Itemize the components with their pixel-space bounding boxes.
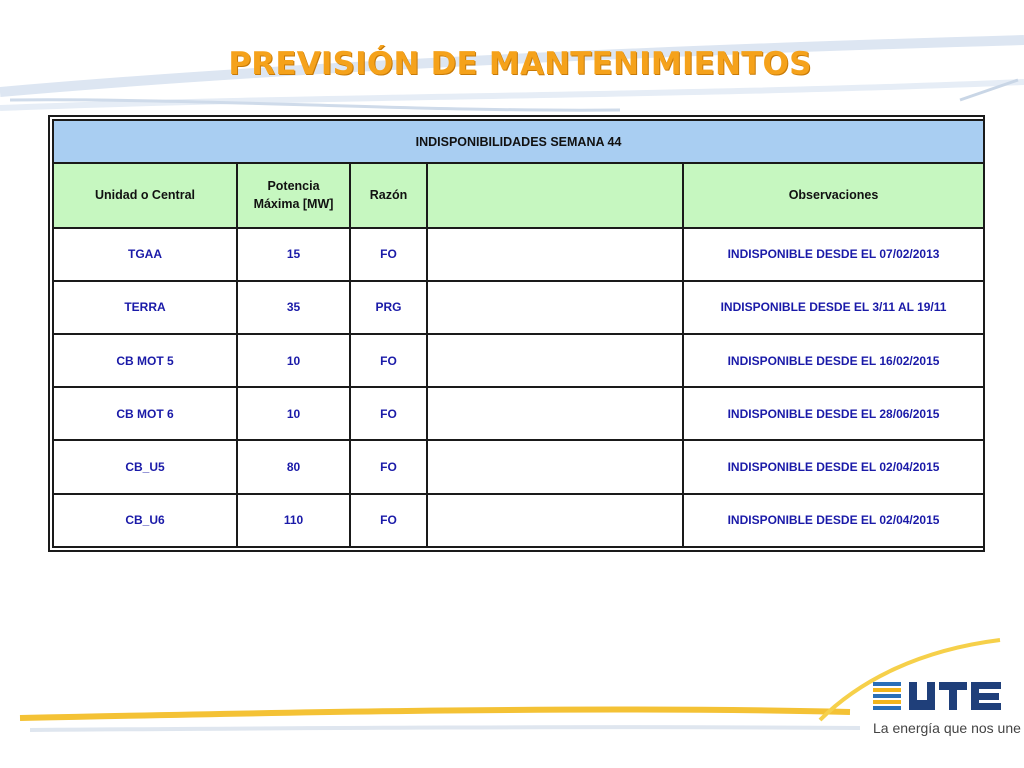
column-header-reason: Razón [350, 163, 427, 228]
cell-unit: TGAA [53, 228, 237, 281]
table-caption: INDISPONIBILIDADES SEMANA 44 [53, 120, 984, 163]
cell-observation: INDISPONIBLE DESDE EL 02/04/2015 [683, 494, 984, 547]
cell-unit: CB_U5 [53, 440, 237, 493]
cell-observation: INDISPONIBLE DESDE EL 3/11 AL 19/11 [683, 281, 984, 334]
column-header-empty [427, 163, 683, 228]
cell-empty [427, 281, 683, 334]
cell-observation: INDISPONIBLE DESDE EL 07/02/2013 [683, 228, 984, 281]
cell-observation: INDISPONIBLE DESDE EL 16/02/2015 [683, 334, 984, 387]
page-title: PREVISIÓN DE MANTENIMIENTOS [228, 46, 812, 82]
cell-unit: TERRA [53, 281, 237, 334]
logo-tagline: La energía que nos une [873, 720, 1021, 736]
cell-reason: FO [350, 440, 427, 493]
cell-empty [427, 387, 683, 440]
cell-unit: CB MOT 6 [53, 387, 237, 440]
table-row [53, 228, 984, 281]
ute-logo-letters [909, 682, 1001, 710]
cell-unit: CB MOT 5 [53, 334, 237, 387]
cell-unit: CB_U6 [53, 494, 237, 547]
table-row [53, 440, 984, 493]
cell-power: 10 [237, 334, 350, 387]
cell-empty [427, 228, 683, 281]
cell-power: 10 [237, 387, 350, 440]
cell-reason: PRG [350, 281, 427, 334]
column-header-observations: Observaciones [683, 163, 984, 228]
cell-reason: FO [350, 334, 427, 387]
cell-observation: INDISPONIBLE DESDE EL 02/04/2015 [683, 440, 984, 493]
cell-reason: FO [350, 228, 427, 281]
column-header-power: Potencia Máxima [MW] [237, 163, 350, 228]
table-row [53, 281, 984, 334]
maintenance-table [48, 115, 985, 552]
cell-reason: FO [350, 387, 427, 440]
table-row [53, 334, 984, 387]
column-header-unit: Unidad o Central [53, 163, 237, 228]
cell-power: 80 [237, 440, 350, 493]
table-row [53, 387, 984, 440]
ute-logo-stripes-icon [873, 682, 901, 710]
ute-logo [873, 678, 1008, 716]
cell-power: 110 [237, 494, 350, 547]
cell-power: 15 [237, 228, 350, 281]
cell-empty [427, 494, 683, 547]
table-row [53, 494, 984, 547]
cell-empty [427, 334, 683, 387]
cell-empty [427, 440, 683, 493]
cell-reason: FO [350, 494, 427, 547]
cell-power: 35 [237, 281, 350, 334]
cell-observation: INDISPONIBLE DESDE EL 28/06/2015 [683, 387, 984, 440]
